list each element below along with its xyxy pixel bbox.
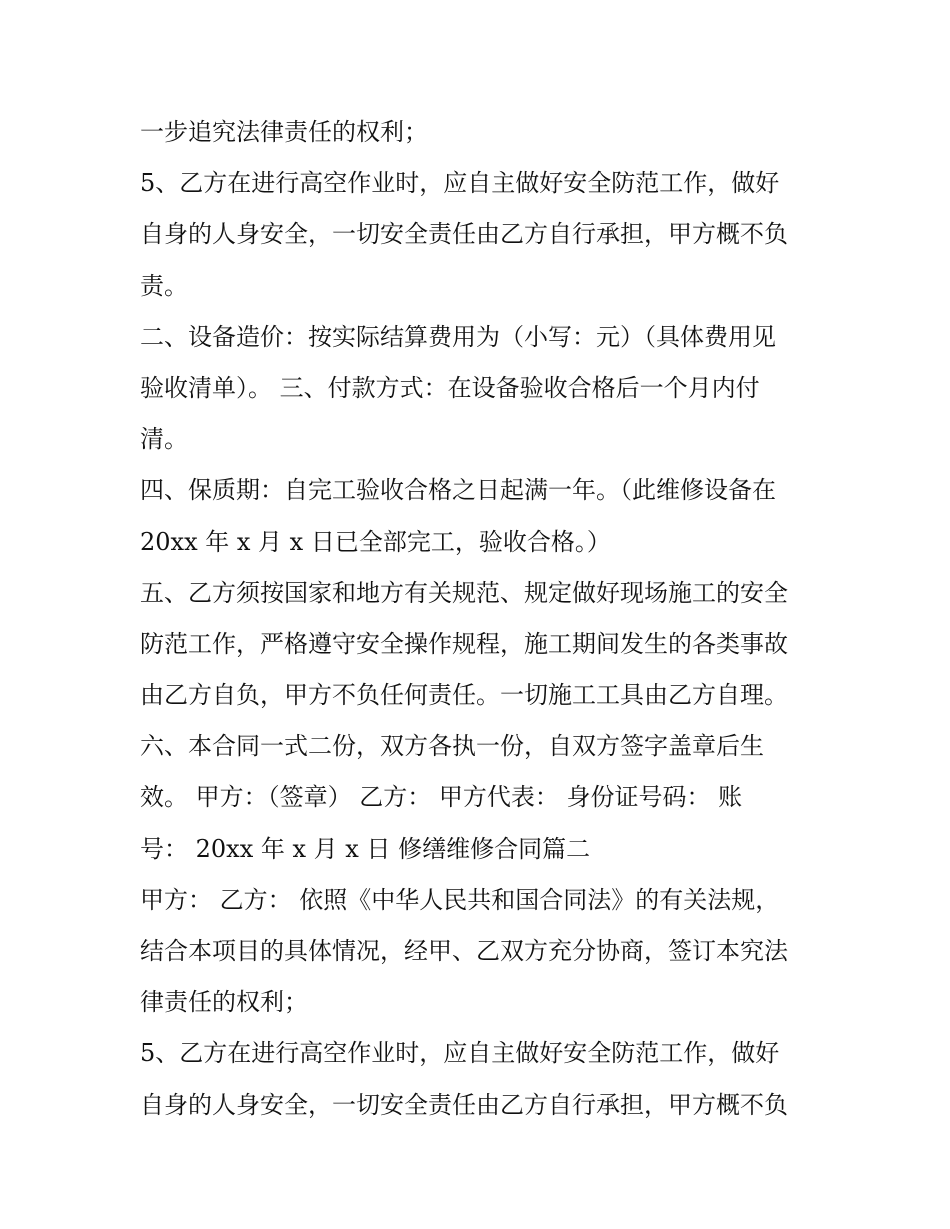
text-line: 二、设备造价：按实际结算费用为（小写：元）（具体费用见 <box>140 322 776 351</box>
text-line: 律责任的权利； <box>140 988 308 1017</box>
text-line: 验收清单）。 三、付款方式：在设备验收合格后一个月内付 <box>140 373 760 402</box>
text-line: 甲方： 乙方： 依照《中华人民共和国合同法》的有关法规， <box>140 885 780 914</box>
text-line: 效。 甲方：（签章） 乙方： 甲方代表： 身份证号码： 账 <box>140 783 743 812</box>
text-line: 自身的人身安全，一切安全责任由乙方自行承担，甲方概不负 <box>140 220 788 249</box>
text-line: 5、乙方在进行高空作业时，应自主做好安全防范工作，做好 <box>140 169 780 198</box>
text-line: 结合本项目的具体情况，经甲、乙双方充分协商，签订本究法 <box>140 937 788 965</box>
text-line: 六、本合同一式二份，双方各执一份，自双方签字盖章后生 <box>140 732 764 761</box>
text-line: 由乙方自负，甲方不负任何责任。一切施工工具由乙方自理。 <box>140 681 788 710</box>
text-line: 号： 20xx 年 x 月 x 日 修缮维修合同篇二 <box>140 834 591 863</box>
text-line: 防范工作，严格遵守安全操作规程，施工期间发生的各类事故 <box>140 629 788 658</box>
text-line: 一步追究法律责任的权利； <box>140 118 428 146</box>
text-line: 20xx 年 x 月 x 日已全部完工，验收合格。） <box>140 527 611 556</box>
text-line: 5、乙方在进行高空作业时，应自主做好安全防范工作，做好 <box>140 1039 780 1068</box>
text-line: 清。 <box>140 425 188 454</box>
contract-text-block <box>140 107 830 1131</box>
text-line: 责。 <box>140 271 188 300</box>
text-line: 五、乙方须按国家和地方有关规范、规定做好现场施工的安全 <box>140 578 788 607</box>
text-line: 四、保质期：自完工验收合格之日起满一年。（此维修设备在 <box>140 476 776 505</box>
text-line: 自身的人身安全，一切安全责任由乙方自行承担，甲方概不负 <box>140 1090 788 1119</box>
